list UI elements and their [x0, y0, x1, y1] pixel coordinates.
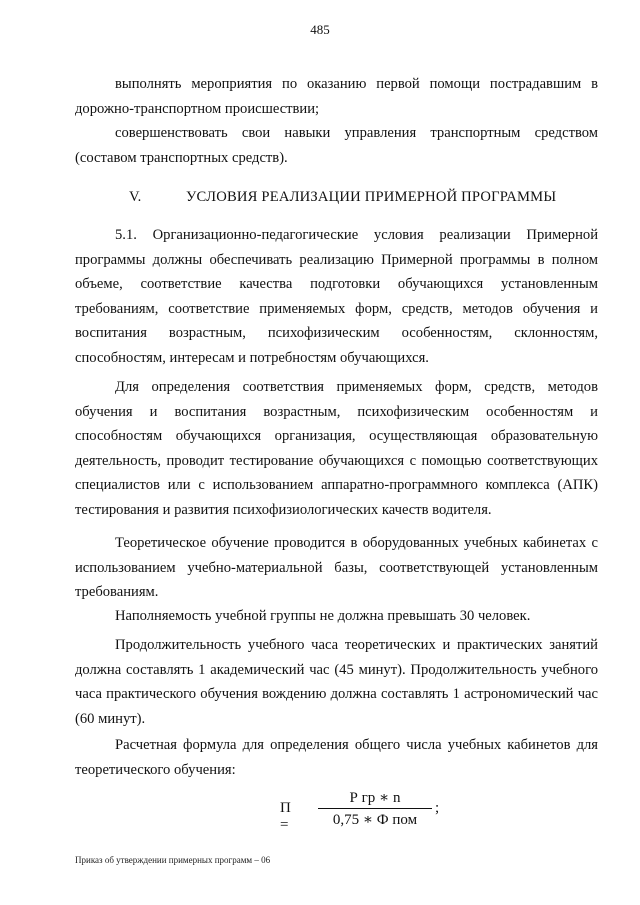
formula-numerator: Р гр ∗ n [349, 790, 401, 806]
formula-lhs: П = [280, 800, 291, 833]
paragraph-theory-classrooms: Теоретическое обучение проводится в оборудованных учебных кабинетах с использованием учебно-материальной базы, соответствующей установленным требованиям. [75, 535, 598, 601]
paragraph-group-size: Наполняемость учебной группы не должна превышать 30 человек. [115, 608, 531, 624]
formula-denominator: 0,75 ∗ Ф пом [332, 812, 418, 828]
paragraph-testing: Для определения соответствия применяемых форм, средств, методов обучения и воспитания возрастным, психофизическим особенностям и способностям обучающихся организация, осуществляющая образовательную деятельность, проводит тестирование обучающихся с помощью соответствующих специалистов или с использованием аппаратно-программного комплекса (АПК) тестирования и развития психофизиологических качеств водителя. [75, 379, 598, 518]
paragraph-formula-intro: Расчетная формула для определения общего числа учебных кабинетов для теоретического обучения: [75, 737, 598, 778]
section-title: УСЛОВИЯ РЕАЛИЗАЦИИ ПРИМЕРНОЙ ПРОГРАММЫ [186, 189, 557, 205]
paragraph-5-1: 5.1. Организационно-педагогические условия реализации Примерной программы должны обеспечивать реализацию Примерной программы в полном объеме, соответствие качества подготовки обучающихся установленным требованиям, соответствие применяемых форм, средств, методов обучения и воспитания возрастным, психофизическим особенностям, склонностям, способностям, интересам и потребностям обучающихся. [75, 227, 598, 366]
paragraph-first-aid: выполнять мероприятия по оказанию первой помощи пострадавшим в дорожно-транспортном происшествии; [75, 76, 598, 117]
section-number: V. [129, 189, 142, 205]
paragraph-driving-skills: совершенствовать свои навыки управления транспортным средством (составом транспортных средств). [75, 125, 598, 166]
paragraph-lesson-duration: Продолжительность учебного часа теоретических и практических занятий должна составлять 1 академический час (45 минут). Продолжительность учебного часа практического обучения вождению должна составлять 1 астрономический час (60 минут). [75, 637, 598, 727]
page-footer: Приказ об утверждении примерных программ – 06 [75, 855, 271, 865]
formula-suffix: ; [435, 800, 440, 816]
formula-fraction [318, 788, 432, 829]
page-number: 485 [310, 22, 330, 37]
